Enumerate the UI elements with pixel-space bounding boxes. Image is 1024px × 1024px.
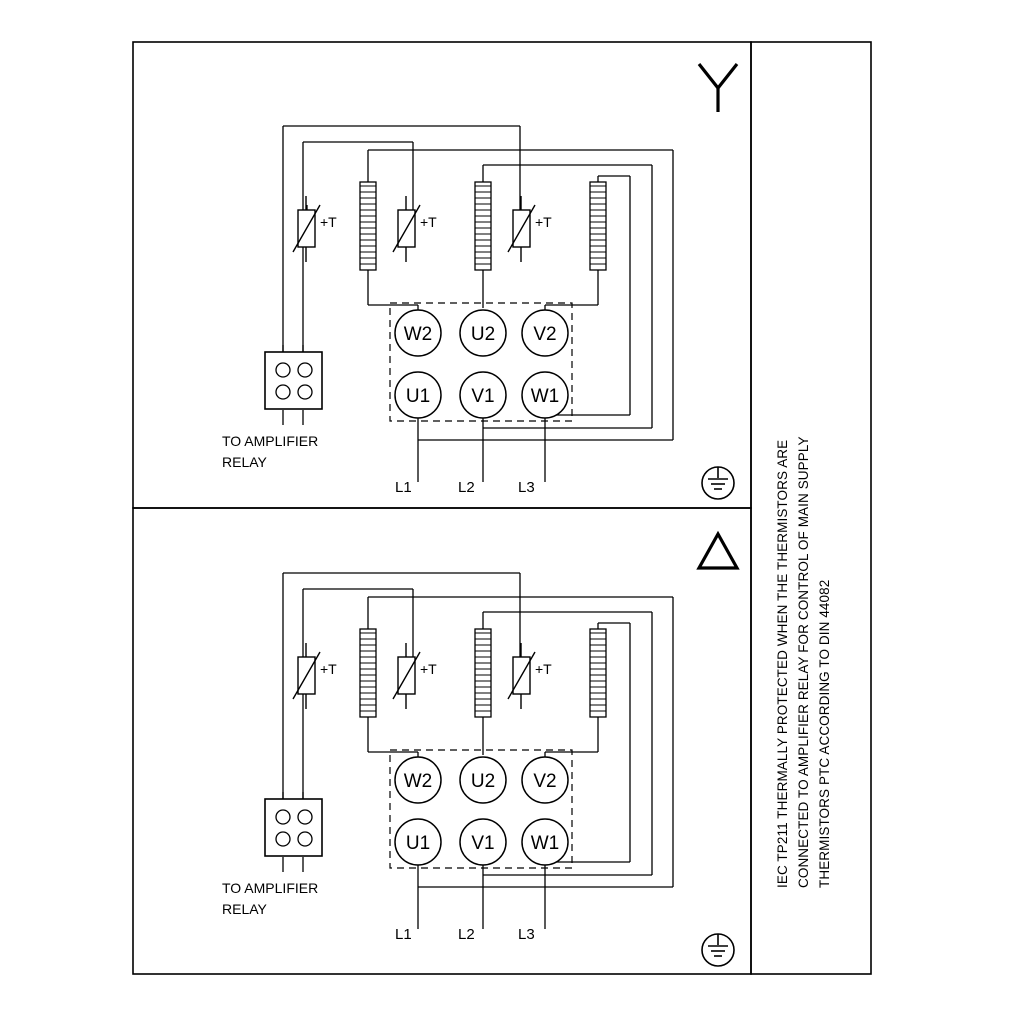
terminal-label: U2 (470, 771, 496, 792)
winding-group-star (360, 182, 606, 270)
earth-icon (702, 467, 734, 499)
thermistor-group-delta (293, 643, 552, 709)
amplifier-terminal-block-delta (265, 799, 322, 856)
wiring-delta (283, 573, 673, 929)
note-line-3: THERMISTORS PTC ACCORDING TO DIN 44082 (817, 579, 832, 888)
thermistor-label: +T (535, 661, 552, 677)
wiring-star (283, 126, 673, 482)
amplifier-label-line2: RELAY (222, 454, 267, 470)
terminals-top-star (395, 310, 568, 356)
supply-line-label: L2 (458, 926, 475, 943)
amplifier-terminal-block-star (265, 352, 322, 409)
supply-line-label: L3 (518, 479, 535, 496)
terminal-label: W1 (530, 386, 560, 407)
terminal-label: U1 (405, 386, 431, 407)
thermistor-label: +T (420, 214, 437, 230)
thermistor-group-star (293, 196, 552, 262)
thermistor-label: +T (535, 214, 552, 230)
panel-star (222, 64, 737, 499)
amplifier-label-line2: RELAY (222, 901, 267, 917)
earth-icon (702, 934, 734, 966)
terminal-label: V1 (471, 833, 495, 854)
terminals-bottom-star (395, 372, 568, 418)
terminal-label: V2 (533, 771, 557, 792)
note-block (775, 436, 832, 888)
note-line-1: IEC TP211 THERMALLY PROTECTED WHEN THE THERMISTORS ARE (775, 439, 790, 888)
note-line-2: CONNECTED TO AMPLIFIER RELAY FOR CONTROL OF MAIN SUPPLY (796, 436, 811, 888)
thermistor-label: +T (420, 661, 437, 677)
supply-line-label: L3 (518, 926, 535, 943)
terminal-label: U2 (470, 324, 496, 345)
amplifier-label-line1: TO AMPLIFIER (222, 880, 319, 896)
amplifier-label-line1: TO AMPLIFIER (222, 433, 319, 449)
thermistor-label: +T (320, 214, 337, 230)
terminal-label: U1 (405, 833, 431, 854)
terminal-label: W2 (403, 324, 433, 345)
terminal-label: V2 (533, 324, 557, 345)
winding-group-delta (360, 629, 606, 717)
supply-line-label: L2 (458, 479, 475, 496)
thermistor-label: +T (320, 661, 337, 677)
terminals-top-delta (395, 757, 568, 803)
terminals-bottom-delta (395, 819, 568, 865)
supply-line-label: L1 (395, 479, 412, 496)
terminal-label: W1 (530, 833, 560, 854)
terminal-label: W2 (403, 771, 433, 792)
terminal-label: V1 (471, 386, 495, 407)
delta-symbol (699, 534, 737, 568)
supply-line-label: L1 (395, 926, 412, 943)
panel-delta (222, 534, 737, 966)
wye-symbol (699, 64, 737, 112)
